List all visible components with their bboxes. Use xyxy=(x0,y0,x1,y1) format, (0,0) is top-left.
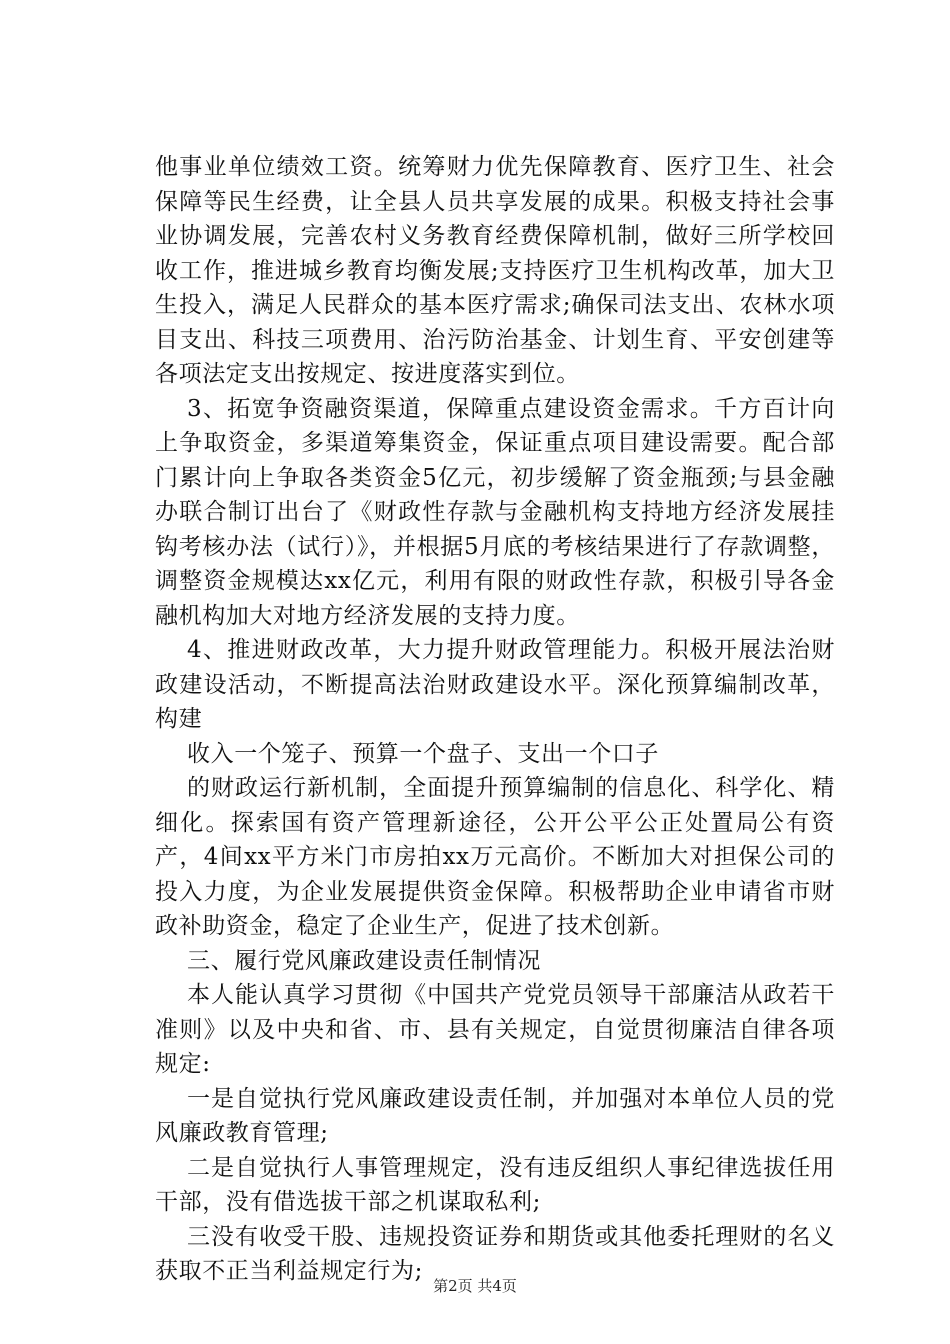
paragraph-item-3: 3、拓宽争资融资渠道，保障重点建设资金需求。千方百计向上争取资金，多渠道筹集资金，保证重点项目建设需要。配合部门累计向上争取各类资金5亿元，初步缓解了资金瓶颈;与县金融办联合制订出台了《财政性存款与金融机构支持地方经济发展挂钩考核办法（试行）》，并根据5月底的考核结果进行了存款调整，调整资金规模达xx亿元，利用有限的财政性存款，积极引导各金融机构加大对地方经济发展的支持力度。 xyxy=(155,395,835,629)
page-number-footer: 第2页 共4页 xyxy=(433,1277,517,1295)
paragraph-point-1: 一是自觉执行党风廉政建设责任制，并加强对本单位人员的党风廉政教育管理; xyxy=(155,1085,835,1146)
paragraph-point-3: 三没有收受干股、违规投资证券和期货或其他委托理财的名义获取不正当利益规定行为; xyxy=(155,1223,835,1284)
paragraph-point-2: 二是自觉执行人事管理规定，没有违反组织人事纪律选拔任用干部，没有借选拔干部之机谋取私利; xyxy=(155,1154,835,1215)
document-body xyxy=(155,150,835,1289)
paragraph-item-4: 4、推进财政改革，大力提升财政管理能力。积极开展法治财政建设活动，不断提高法治财政建设水平。深化预算编制改革，构建 xyxy=(155,637,835,732)
paragraph-quote-line: 收入一个笼子、预算一个盘子、支出一个口子 xyxy=(187,740,659,767)
section-heading-3: 三、履行党风廉政建设责任制情况 xyxy=(187,947,541,974)
paragraph-continuation: 他事业单位绩效工资。统筹财力优先保障教育、医疗卫生、社会保障等民生经费，让全县人员共享发展的成果。积极支持社会事业协调发展，完善农村义务教育经费保障机制，做好三所学校回收工作，推进城乡教育均衡发展;支持医疗卫生机构改革，加大卫生投入，满足人民群众的基本医疗需求;确保司法支出、农林水项目支出、科技三项费用、治污防治基金、计划生育、平安创建等各项法定支出按规定、按进度落实到位。 xyxy=(155,154,835,387)
paragraph-self-discipline: 本人能认真学习贯彻《中国共产党党员领导干部廉洁从政若干准则》以及中央和省、市、县有关规定，自觉贯彻廉洁自律各项规定: xyxy=(155,982,835,1077)
paragraph-item-4-continued: 的财政运行新机制，全面提升预算编制的信息化、科学化、精细化。探索国有资产管理新途径，公开公平公正处置局公有资产，4间xx平方米门市房拍xx万元高价。不断加大对担保公司的投入力度，为企业发展提供资金保障。积极帮助企业申请省市财政补助资金，稳定了企业生产，促进了技术创新。 xyxy=(155,775,835,939)
